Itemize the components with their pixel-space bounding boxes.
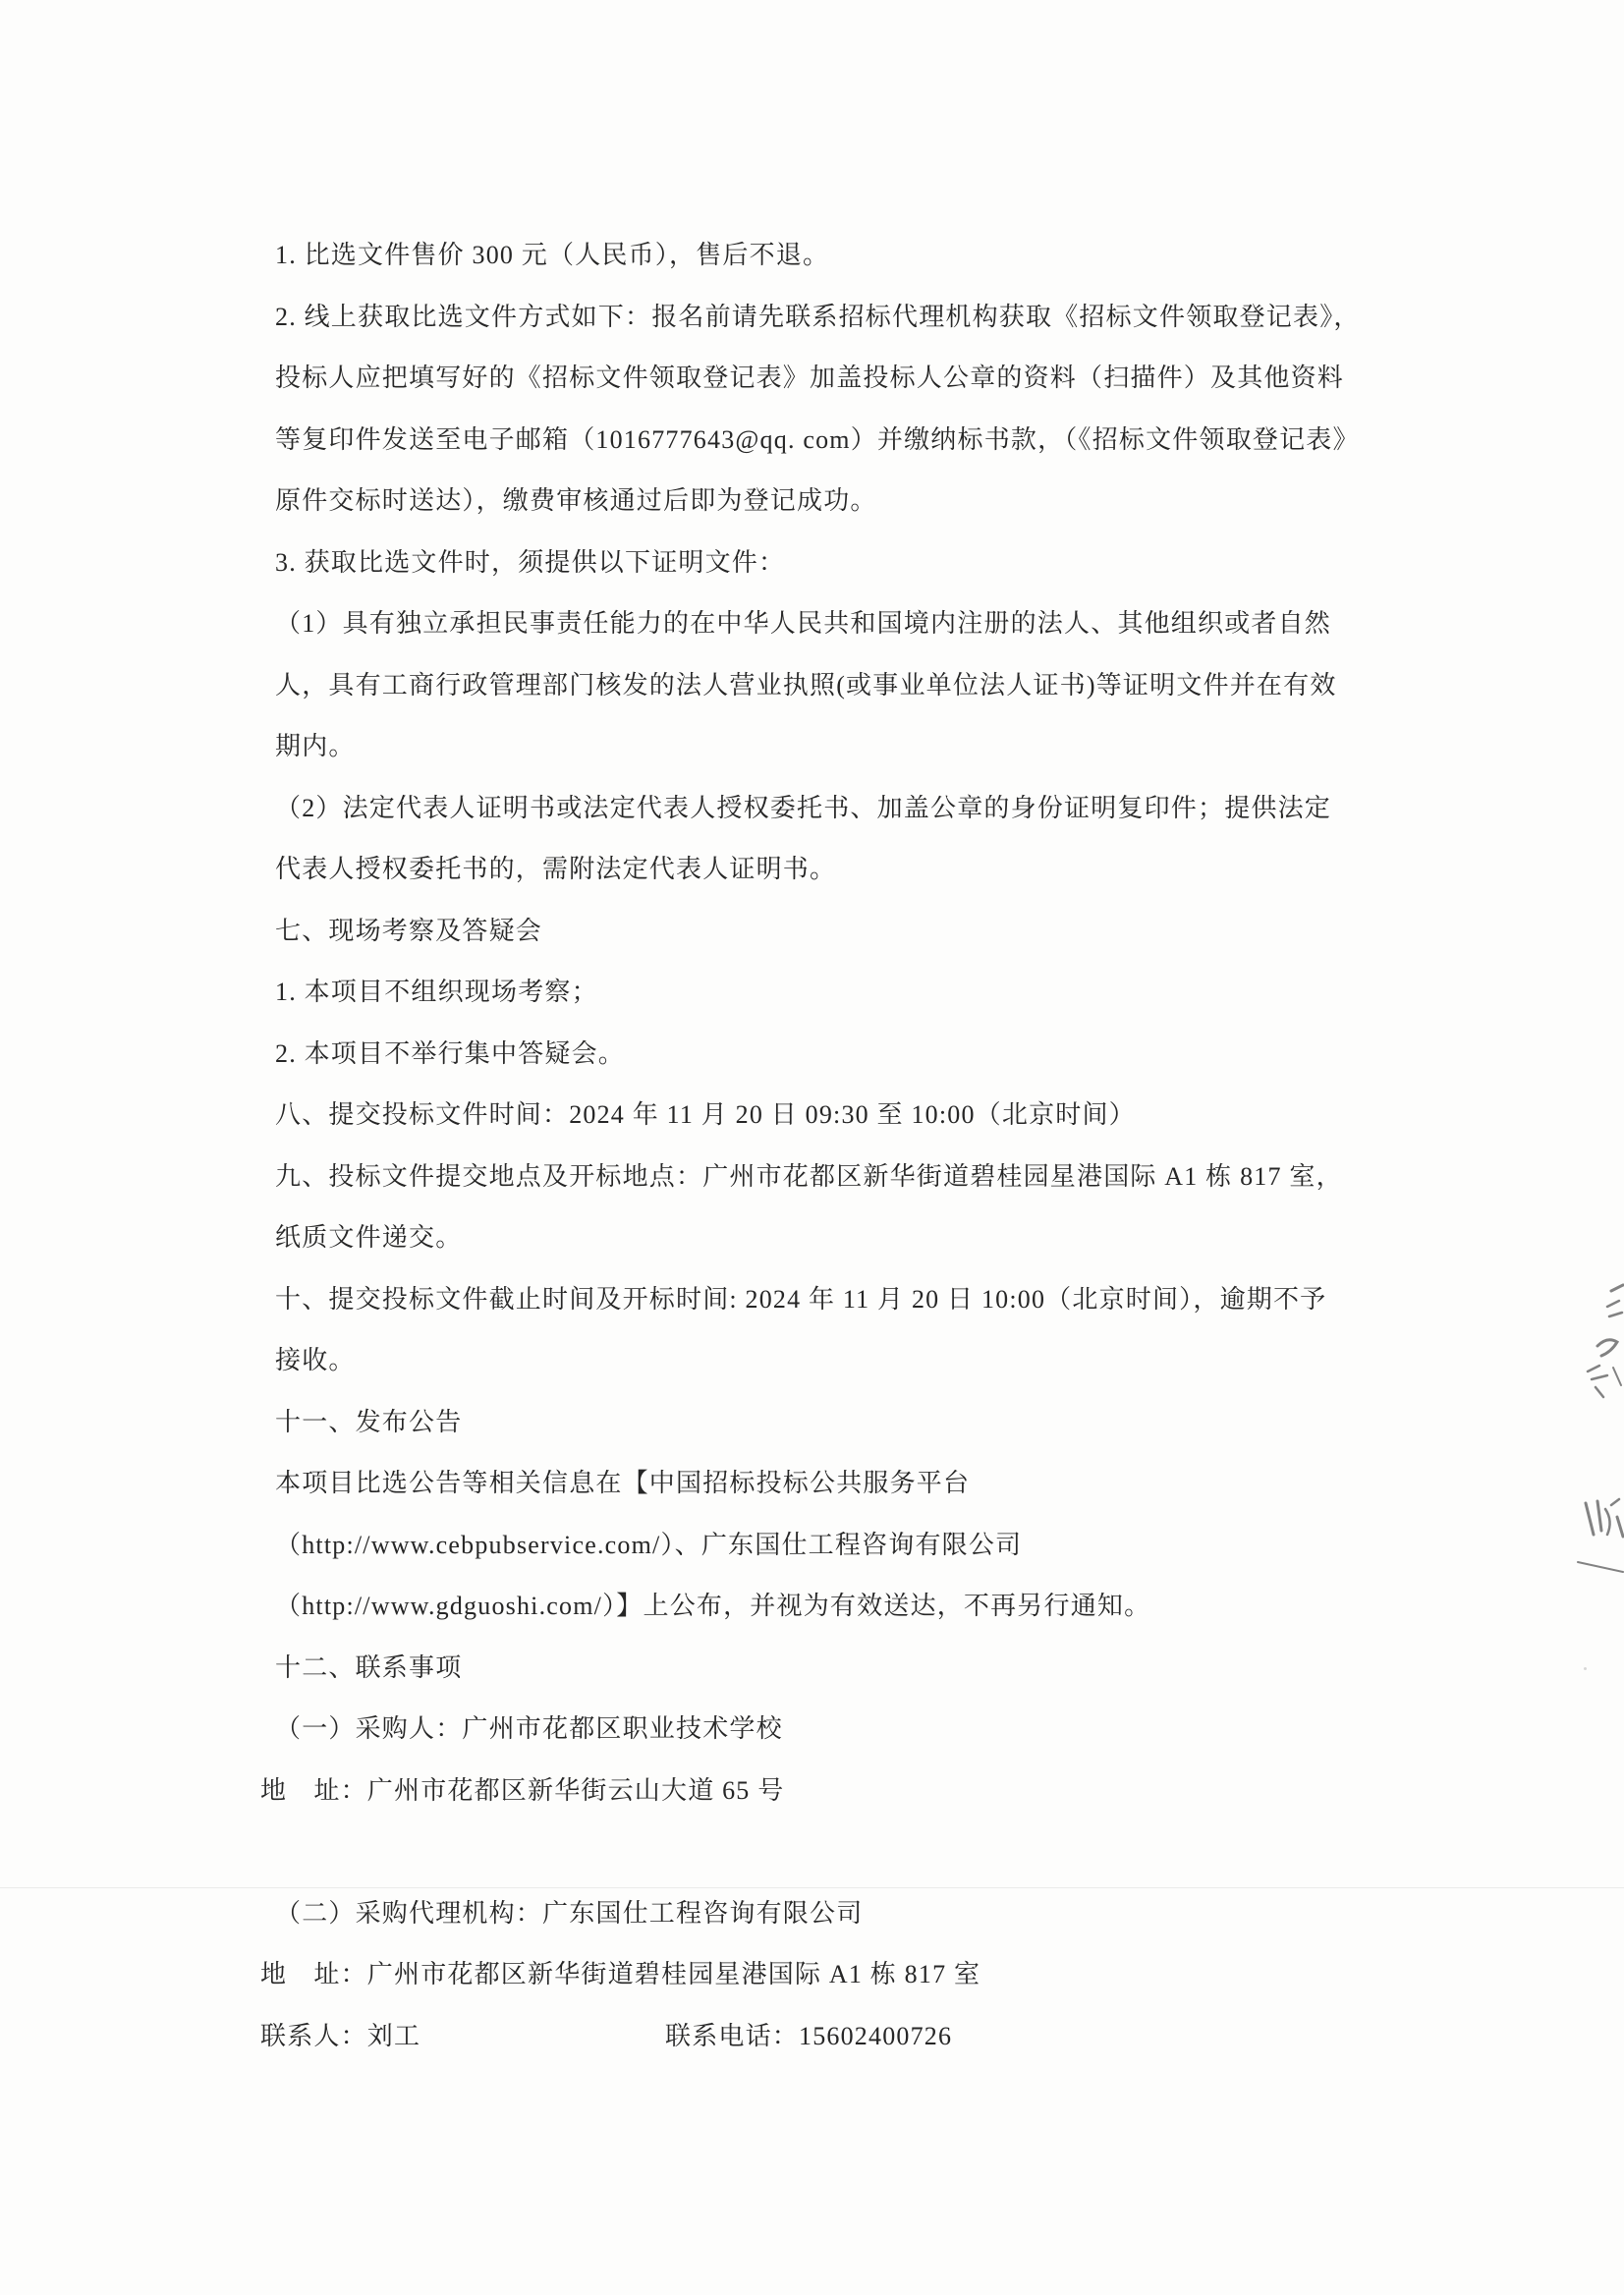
seal-fragment: [1568, 1277, 1624, 1611]
publication-line-1: 本项目比选公告等相关信息在【中国招标投标公共服务平台: [275, 1469, 971, 1497]
requirement-1-line-1: （1）具有独立承担民事责任能力的在中华人民共和国境内注册的法人、其他组织或者自然: [275, 609, 1332, 638]
publication-line-2: （http://www.cebpubservice.com/）、广东国仕工程咨询有限公司: [275, 1530, 1023, 1559]
section-7-heading: 七、现场考察及答疑会: [275, 916, 543, 945]
publication-line-3: （http://www.gdguoshi.com/）】上公布，并视为有效送达，不再另行通知。: [275, 1592, 1151, 1620]
contact-person: 联系人：刘工: [260, 2021, 421, 2050]
document-body: [0, 225, 1624, 2067]
contact-phone: 联系电话：15602400726: [665, 2021, 953, 2050]
section-9-location-line-1: 九、投标文件提交地点及开标地点：广州市花都区新华街道碧桂园星港国际 A1 栋 817 室，: [275, 1161, 1343, 1191]
purchaser-address: 地 址：广州市花都区新华街云山大道 65 号: [260, 1775, 785, 1805]
contact-row: [0, 2006, 1624, 2068]
online-method-line-4: 原件交标时送达），缴费审核通过后即为登记成功。: [275, 486, 877, 515]
online-method-line-2: 投标人应把填写好的《招标文件领取登记表》加盖投标人公章的资料（扫描件）及其他资料: [275, 364, 1345, 392]
online-method-line-3: 等复印件发送至电子邮箱（1016777643@qq. com）并缴纳标书款，（《招标文件领取登记表》: [275, 424, 1360, 454]
section-7-item-1: 1. 本项目不组织现场考察；: [275, 978, 598, 1006]
documents-required-heading: 3. 获取比选文件时，须提供以下证明文件：: [275, 547, 786, 577]
purchaser-line: （一）采购人：广州市花都区职业技术学校: [275, 1714, 783, 1743]
section-9-location-line-2: 纸质文件递交。: [275, 1223, 463, 1252]
section-12-heading: 十二、联系事项: [275, 1652, 463, 1682]
requirement-1-line-3: 期内。: [275, 732, 356, 760]
blank-line: [0, 1821, 1624, 1883]
online-method-line-1: 2. 线上获取比选文件方式如下：报名前请先联系招标代理机构获取《招标文件领取登记表》，: [275, 302, 1361, 331]
requirement-2-line-1: （2）法定代表人证明书或法定代表人授权委托书、加盖公章的身份证明复印件；提供法定: [275, 793, 1332, 822]
fee-line: 1. 比选文件售价 300 元（人民币），售后不退。: [275, 241, 830, 269]
section-10-deadline-line-1: 十、提交投标文件截止时间及开标时间: 2024 年 11 月 20 日 10:00（北京时间），逾期不予: [275, 1284, 1327, 1314]
scan-speck: [1584, 1667, 1587, 1670]
scan-fold-line: [0, 1887, 1624, 1888]
section-8-submission-time: 八、提交投标文件时间：2024 年 11 月 20 日 09:30 至 10:00（北京时间）: [275, 1100, 1136, 1129]
requirement-1-line-2: 人，具有工商行政管理部门核发的法人营业执照(或事业单位法人证书)等证明文件并在有效: [275, 670, 1337, 700]
section-11-heading: 十一、发布公告: [275, 1407, 463, 1436]
agency-address: 地 址：广州市花都区新华街道碧桂园星港国际 A1 栋 817 室: [260, 1960, 981, 1988]
agency-line: （二）采购代理机构：广东国仕工程咨询有限公司: [275, 1898, 864, 1928]
section-7-item-2: 2. 本项目不举行集中答疑会。: [275, 1038, 626, 1068]
requirement-2-line-2: 代表人授权委托书的，需附法定代表人证明书。: [275, 855, 837, 883]
section-10-deadline-line-2: 接收。: [275, 1346, 356, 1374]
